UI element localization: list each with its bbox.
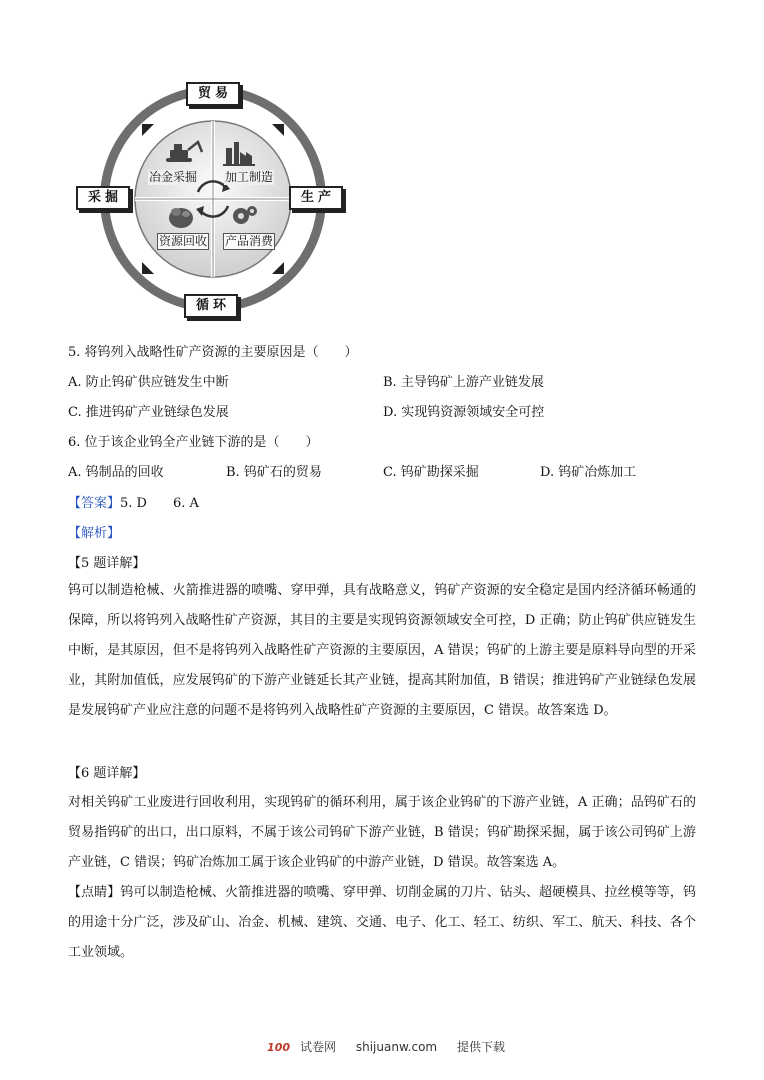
site-name: 试卷网 xyxy=(300,1040,337,1054)
quadrant-label-consumption: 产品消费 xyxy=(225,234,274,248)
q5-option-a: A. 防止钨矿供应链发生中断 xyxy=(68,375,229,390)
download-note: 提供下载 xyxy=(456,1040,505,1054)
q6-option-c: C. 钨矿勘探采掘 xyxy=(383,465,479,480)
answer-label: 【答案】 xyxy=(68,496,121,511)
q5-option-b: B. 主导钨矿上游产业链发展 xyxy=(383,375,544,390)
detail-6-text: 对相关钨矿工业废进行回收利用，实现钨矿的循环利用，属于该企业钨矿的下游产业链，A 正确；品钨矿石的贸易指钨矿的出口，出口原料，不属于该公司钨矿下游产业链，B 错误；钨矿勘探采掘，属于该公司钨矿上游产业链，C 错误；钨矿冶炼加工属于该企业钨矿的中游产业链，D 错误。故答案选 A。 xyxy=(68,795,696,870)
tag-production: 生产 xyxy=(289,186,343,210)
quadrant-label-metallurgy-mining: 冶金采掘 xyxy=(149,170,198,184)
detail-6-title: 【6 题详解】 xyxy=(68,766,146,781)
analysis-label: 【解析】 xyxy=(68,526,121,541)
q5-option-d: D. 实现钨资源领域安全可控 xyxy=(383,405,545,420)
quadrant-label-processing: 加工制造 xyxy=(225,170,274,184)
answer-q6: 6. A xyxy=(172,496,199,511)
tip-text: 钨可以制造枪械、火箭推进器的喷嘴、穿甲弹、切削金属的刀片、钻头、超硬模具、拉丝模等等，钨的用途十分广泛，涉及矿山、冶金、机械、建筑、交通、电子、化工、轻工、纺织、军工、航天、科技、各个工业领域。 xyxy=(68,885,696,960)
page-footer xyxy=(0,1038,764,1055)
tip-label: 【点睛】 xyxy=(68,885,121,900)
q6-option-a: A. 钨制品的回收 xyxy=(68,465,164,480)
question-6-stem: 6. 位于该企业钨全产业链下游的是（ ） xyxy=(68,435,319,450)
question-5-stem: 5. 将钨列入战略性矿产资源的主要原因是（ ） xyxy=(68,345,358,360)
tip-paragraph xyxy=(68,878,696,968)
answer-line xyxy=(68,494,199,514)
site-domain[interactable]: shijuanw.com xyxy=(355,1040,438,1054)
q6-option-b: B. 钨矿石的贸易 xyxy=(226,465,322,480)
tag-mining: 采掘 xyxy=(76,186,130,210)
tag-trade: 贸易 xyxy=(186,82,240,106)
q5-option-c: C. 推进钨矿产业链绿色发展 xyxy=(68,405,229,420)
recycle-pile-icon xyxy=(169,208,193,228)
detail-5-title: 【5 题详解】 xyxy=(68,556,146,571)
quadrant-label-resource-recovery: 资源回收 xyxy=(159,234,208,248)
site-logo: 100 xyxy=(267,1041,291,1054)
q6-option-d: D. 钨矿冶炼加工 xyxy=(540,465,637,480)
industry-chain-diagram xyxy=(80,78,350,328)
detail-5-text: 钨可以制造枪械、火箭推进器的喷嘴、穿甲弹，具有战略意义，钨矿产资源的安全稳定是国内经济循环畅通的保障，所以将钨列入战略性矿产资源，其目的主要是实现钨资源领域安全可控，D 正确；防止钨矿供应链发生中断，是其原因，但不是将钨列入战略性矿产资源的主要原因，A 错误；钨矿的上游主要是原料导向型的开采业，其附加值低，应发展钨矿的下游产业链延长其产业链，提高其附加值，B 错误；推进钨矿产业链绿色发展是发展钨矿产业应注意的问题不是将钨列入战略性矿产资源的主要原因，C 错误。故答案选 D。 xyxy=(68,583,696,718)
answer-q5: 5. D xyxy=(120,496,147,511)
tag-cycle: 循环 xyxy=(184,294,238,318)
